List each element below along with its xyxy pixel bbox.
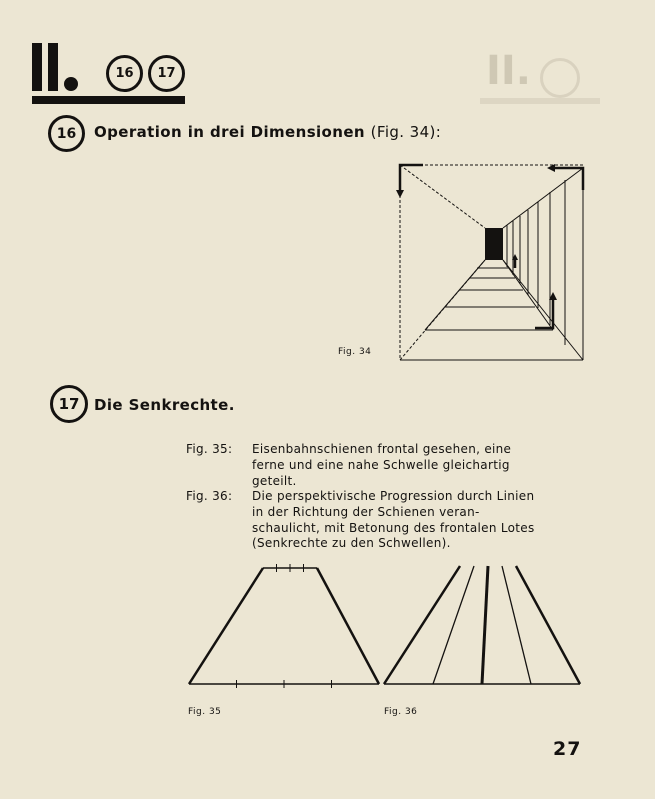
fig36-desc-text-4: (Senkrechte zu den Schwellen). bbox=[252, 536, 451, 550]
fig35-desc-line-3 bbox=[186, 474, 596, 490]
show-through-ghost: II. bbox=[486, 48, 531, 94]
header-rule bbox=[32, 96, 185, 104]
fig36-desc-text-1: Die perspektivische Progression durch Linien bbox=[252, 489, 535, 503]
figure-36 bbox=[380, 560, 585, 695]
fig35-caption: Fig. 35 bbox=[188, 707, 222, 717]
section-16-heading bbox=[94, 123, 441, 141]
fig36-caption: Fig. 36 bbox=[384, 707, 418, 717]
frontal-plumb-line bbox=[482, 566, 488, 684]
fig35-desc-text-3: geteilt. bbox=[252, 474, 297, 488]
fig36-desc-label: Fig. 36: bbox=[186, 489, 233, 503]
fig34-caption: Fig. 34 bbox=[338, 347, 372, 357]
progression-line-1 bbox=[433, 566, 474, 684]
convergence-line-lower-right bbox=[503, 260, 583, 360]
right-rail bbox=[516, 566, 580, 684]
fig35-desc-line-1 bbox=[186, 442, 596, 458]
right-rail bbox=[317, 568, 379, 684]
left-rail bbox=[189, 568, 263, 684]
chapter-badge-17: 17 bbox=[148, 55, 185, 92]
page-number: 27 bbox=[553, 738, 582, 760]
fig35-desc-text-1: Eisenbahnschienen frontal gesehen, eine bbox=[252, 442, 512, 456]
show-through-bar bbox=[480, 98, 600, 104]
section-16-title: Operation in drei Dimensionen bbox=[94, 123, 365, 141]
fig35-desc-label: Fig. 35: bbox=[186, 442, 233, 456]
section-16-ref: (Fig. 34): bbox=[370, 123, 442, 141]
figure-35 bbox=[185, 560, 385, 692]
fig36-desc-line-2 bbox=[186, 505, 596, 521]
section-17-badge: 17 bbox=[50, 385, 88, 423]
fig36-desc-text-2: in der Richtung der Schienen veran- bbox=[252, 505, 480, 519]
fig35-desc-text-2: ferne und eine nahe Schwelle gleichartig bbox=[252, 458, 510, 472]
section-numeral bbox=[32, 43, 92, 91]
section-17-title: Die Senkrechte. bbox=[94, 396, 235, 414]
floor-left-edge bbox=[425, 260, 485, 330]
left-rail bbox=[384, 566, 460, 684]
fig36-desc-text-3: schaulicht, mit Betonung des frontalen Lotes bbox=[252, 521, 535, 535]
arrowhead-down-left bbox=[396, 190, 404, 198]
convergence-line-upper-left bbox=[400, 165, 485, 228]
section-16-badge: 16 bbox=[48, 115, 85, 152]
fig36-desc-line-4 bbox=[186, 536, 596, 552]
fig36-desc-line-1 bbox=[186, 489, 596, 505]
vanishing-point-block bbox=[485, 228, 503, 260]
chapter-badge-16: 16 bbox=[106, 55, 143, 92]
show-through-circle bbox=[540, 58, 580, 98]
fig36-desc-line-3 bbox=[186, 521, 596, 537]
convergence-line-upper-right bbox=[503, 168, 583, 228]
figure-34 bbox=[395, 160, 590, 365]
arrow-top-left bbox=[400, 165, 423, 192]
fig35-desc-line-2 bbox=[186, 458, 596, 474]
